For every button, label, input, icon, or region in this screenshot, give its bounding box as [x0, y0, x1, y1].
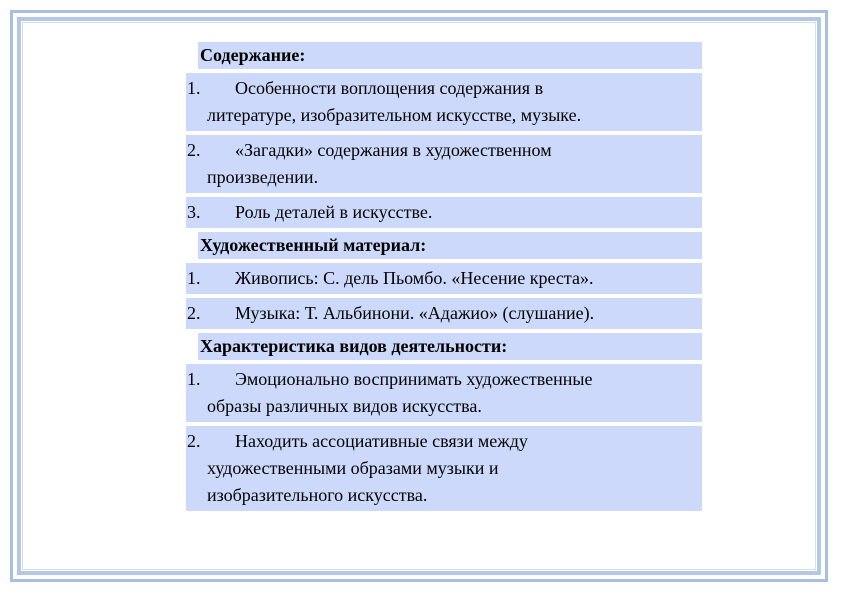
section-heading-activities: Характеристика видов деятельности:	[198, 333, 702, 360]
list-item	[186, 263, 702, 294]
item-text: Находить ассоциативные связи между	[235, 431, 528, 451]
item-text-continued: изобразительного искусства.	[207, 485, 428, 505]
list-item	[186, 135, 702, 193]
item-number: 2.	[187, 140, 201, 160]
list-item	[186, 426, 702, 511]
item-text-continued: образы различных видов искусства.	[207, 396, 482, 416]
item-text-continued: литературе, изобразительном искусстве, музыке.	[207, 105, 582, 125]
item-text: Роль деталей в искусстве.	[235, 202, 433, 222]
section-heading-content: Содержание:	[198, 42, 702, 69]
item-text-continued: произведении.	[207, 167, 319, 187]
list-item	[186, 73, 702, 131]
item-text: Живопись: С. дель Пьомбо. «Несение креста».	[235, 268, 594, 288]
item-text: Музыка: Т. Альбинони. «Адажио» (слушание).	[235, 303, 595, 323]
lesson-content	[186, 42, 702, 511]
item-number: 3.	[187, 202, 201, 222]
list-item	[186, 364, 702, 422]
item-number: 1.	[187, 369, 201, 389]
section-heading-material: Художественный материал:	[198, 232, 702, 259]
item-text: Эмоционально воспринимать художественные	[235, 369, 593, 389]
item-number: 1.	[187, 268, 201, 288]
item-number: 1.	[187, 78, 201, 98]
item-text-continued: художественными образами музыки и	[207, 458, 499, 478]
item-number: 2.	[187, 431, 201, 451]
list-item	[186, 197, 702, 228]
item-text: «Загадки» содержания в художественном	[235, 140, 552, 160]
list-item	[186, 298, 702, 329]
item-text: Особенности воплощения содержания в	[235, 78, 544, 98]
item-number: 2.	[187, 303, 201, 323]
